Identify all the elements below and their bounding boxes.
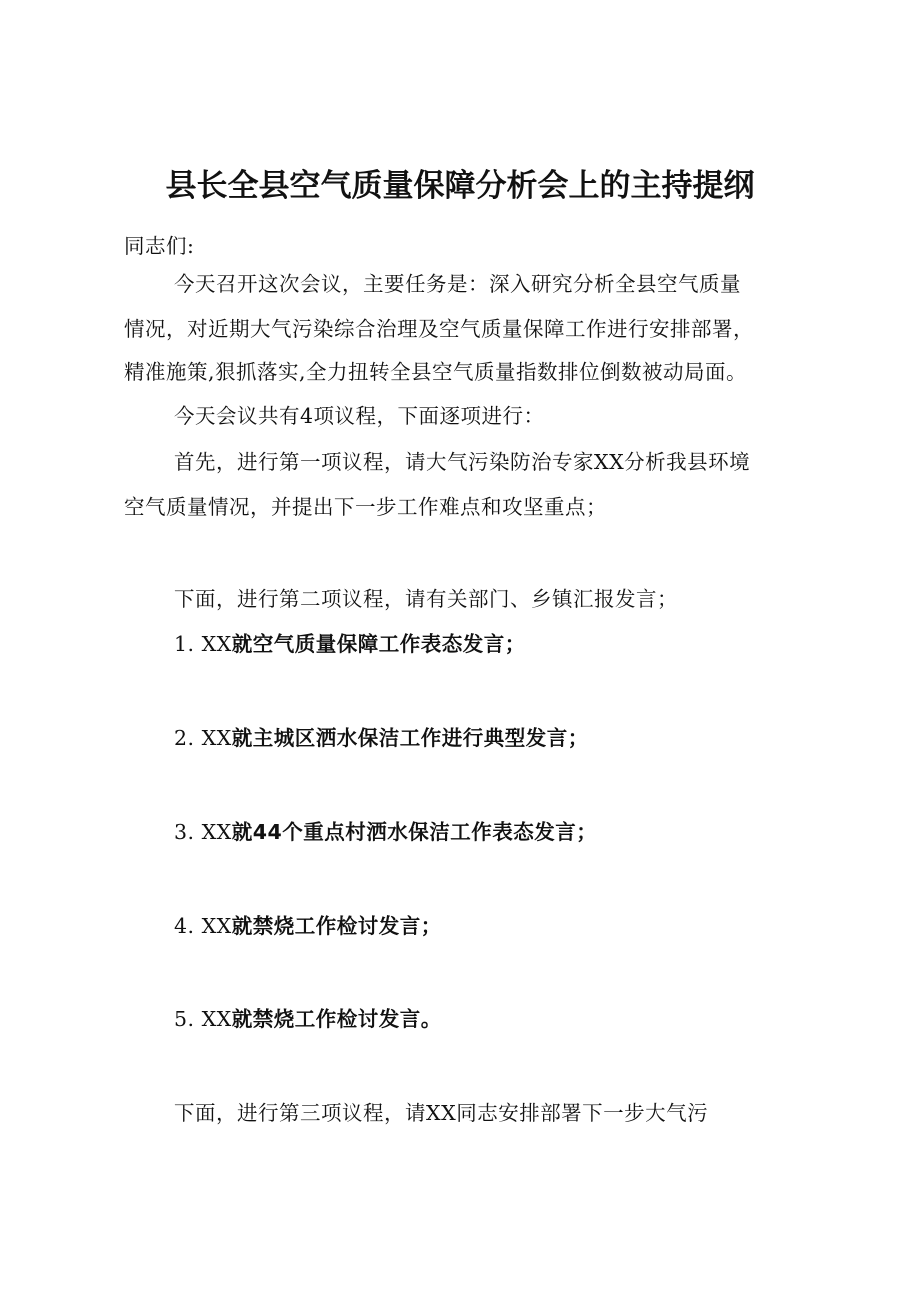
document-title: 县长全县空气质量保障分析会上的主持提纲 — [165, 168, 755, 204]
list-item-text: 就空气质量保障工作表态发言； — [231, 632, 526, 656]
list-item-text: 就44个重点村洒水保洁工作表态发言； — [231, 820, 598, 844]
paragraph-line: 今天召开这次会议，主要任务是：深入研究分析全县空气质量 — [174, 272, 741, 296]
paragraph-line: 空气质量情况，并提出下一步工作难点和攻坚重点； — [124, 495, 607, 519]
list-item-prefix: 3. XX — [174, 820, 232, 844]
agenda-item-three: 下面，进行第三项议程，请XX同志安排部署下一步大气污 — [174, 1101, 709, 1125]
list-item — [174, 720, 589, 756]
agenda-intro: 今天会议共有4项议程，下面逐项进行： — [174, 404, 545, 428]
list-item-prefix: 4. XX — [174, 914, 232, 938]
agenda-item-two: 下面，进行第二项议程，请有关部门、乡镇汇报发言； — [174, 587, 678, 611]
paragraph-line: 首先，进行第一项议程，请大气污染防治专家XX分析我县环境 — [174, 450, 751, 474]
list-item — [174, 626, 526, 662]
list-item — [174, 814, 597, 850]
salutation: 同志们: — [124, 234, 195, 258]
list-item — [174, 1001, 442, 1037]
list-item — [174, 908, 442, 944]
paragraph-line: 情况，对近期大气污染综合治理及空气质量保障工作进行安排部署， — [124, 317, 754, 341]
list-item-prefix: 1. XX — [174, 632, 232, 656]
list-item-text: 就禁烧工作检讨发言； — [231, 914, 442, 938]
list-item-text: 就禁烧工作检讨发言。 — [231, 1007, 442, 1031]
paragraph-line: 精准施策,狠抓落实,全力扭转全县空气质量指数排位倒数被动局面。 — [124, 360, 748, 384]
list-item-prefix: 2. XX — [174, 726, 232, 750]
list-item-prefix: 5. XX — [174, 1007, 232, 1031]
list-item-text: 就主城区洒水保洁工作进行典型发言； — [231, 726, 589, 750]
